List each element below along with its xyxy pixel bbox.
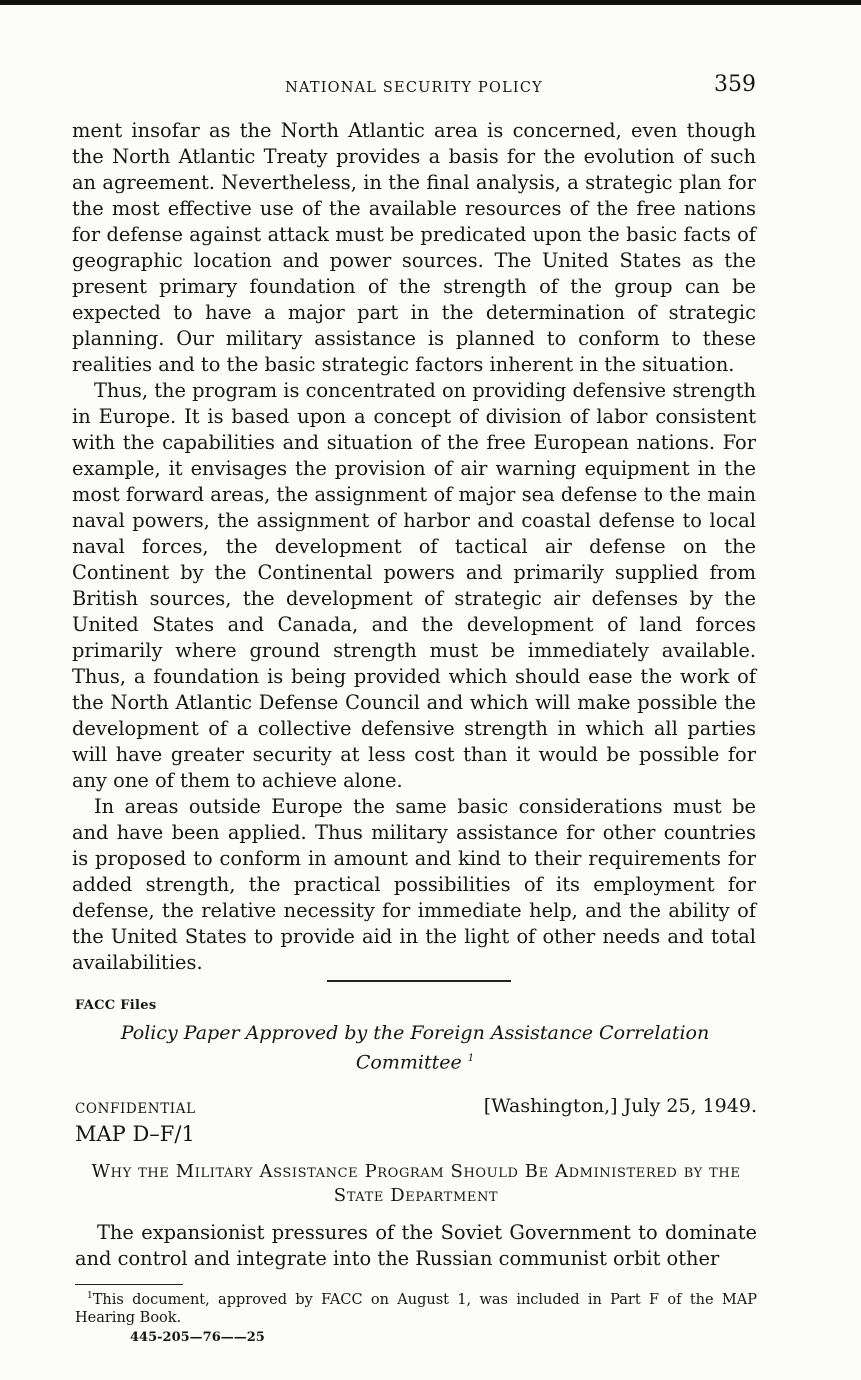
footnote-text: This document, approved by FACC on August 1, was included in Part F of the MAP Hearing Book.	[75, 1291, 757, 1326]
section-separator	[327, 980, 511, 982]
paragraph-program: Thus, the program is concentrated on providing defensive strength in Europe. It is based upon a concept of division of labor consistent with the capabilities and situation of the free European nations. For example, it envisages the provision of air warning equipment in the most forward areas, the assignment of major sea defense to the main naval powers, the assignment of harbor and coastal defense to local naval forces, the development of tactical air defense on the Continent by the Continental powers and primarily supplied from British sources, the development of strategic air defenses by the United States and Canada, and the development of land forces primarily where ground strength must be immediately available. Thus, a foundation is being provided which should ease the work of the North Atlantic Defense Council and which will make possible the development of a collective defensive strength in which all parties will have greater security at less cost than it would be possible for any one of them to achieve alone.	[72, 379, 756, 792]
source-label: FACC Files	[75, 998, 157, 1013]
dateline: [Washington,] July 25, 1949.	[483, 1095, 757, 1117]
paragraph-outside-europe: In areas outside Europe the same basic considerations must be and have been applied. Thus military assistance for other countries is proposed to conform in amount and kind to their requirements for added strength, the practical possibilities of its employment for defense, the relative necessity for immediate help, and the ability of the United States to provide aid in the light of other needs and total availabilities.	[72, 795, 756, 974]
body-text	[72, 118, 756, 976]
running-head: NATIONAL SECURITY POLICY	[285, 80, 543, 96]
document-title-text: Policy Paper Approved by the Foreign Assistance Correlation Committee	[120, 1022, 710, 1074]
page-number: 359	[714, 72, 756, 97]
title-footnote-marker: 1	[467, 1053, 475, 1064]
printer-code: 445-205—76——25	[130, 1330, 265, 1345]
top-border-rule	[0, 0, 861, 5]
paragraph-continued: ment insofar as the North Atlantic area is concerned, even though the North Atlantic Treaty provides a basis for the evolution of such an agreement. Nevertheless, in the final analysis, a strategic plan for the most effective use of the available resources of the free nations for defense against attack must be predicated upon the basic facts of geographic location and power sources. The United States as the present primary foundation of the strength of the group can be expected to have a major part in the determination of strategic planning. Our military assistance is planned to conform to these realities and to the basic strategic factors inherent in the situation.	[72, 119, 756, 376]
page-header	[72, 70, 756, 104]
footnote-rule	[75, 1284, 183, 1285]
opening-paragraph: The expansionist pressures of the Soviet Government to dominate and control and integrate into the Russian communist orbit other	[75, 1221, 757, 1270]
classification-label: CONFIDENTIAL	[75, 1101, 196, 1117]
section-heading: Why the Military Assistance Program Should Be Administered by the State Department	[91, 1161, 741, 1206]
document-code: MAP D–F/1	[75, 1122, 195, 1146]
footnote-marker: 1	[87, 1291, 93, 1301]
footnote	[75, 1287, 757, 1327]
document-title	[95, 1020, 735, 1075]
